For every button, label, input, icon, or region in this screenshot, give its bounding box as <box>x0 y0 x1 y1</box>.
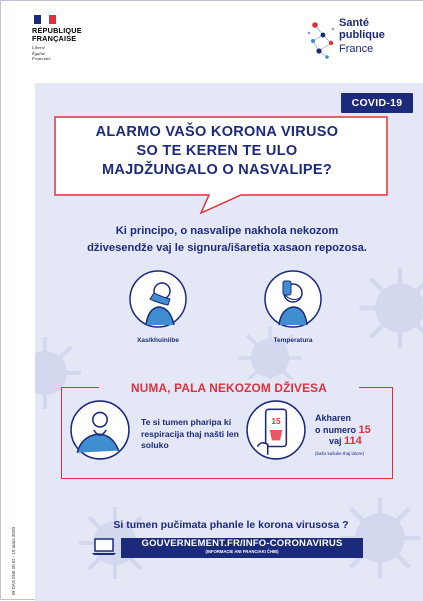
rf-motto: Liberté Égalité Fraternité <box>32 45 51 61</box>
emergency-number-114: 114 <box>344 435 362 447</box>
emergency-number-15: 15 <box>358 423 371 436</box>
side-reference: W-DAS 0N0 20 ID - 19 mars 2020 <box>11 527 16 595</box>
spf-name: Santé publique <box>339 17 385 41</box>
symptom-label-cough: Xas/khuiniibe <box>137 337 179 344</box>
info-url[interactable]: GOUVERNEMENT.FR/INFO-CORONAVIRUS <box>141 538 343 549</box>
rf-name: RÉPUBLIQUE FRANÇAISE <box>32 26 82 43</box>
headline-line-3: MAJDŽUNGALO O NASVALIPE? <box>101 162 333 178</box>
headline <box>47 123 387 180</box>
call-mid: o numero <box>315 424 357 435</box>
phone-call-icon <box>245 399 307 461</box>
spf-country: France <box>339 43 374 55</box>
call-prefix: Akharen <box>315 413 352 423</box>
intro-line-2: dživesendže vaj le signura/išaretia xasaon repozosa. <box>87 242 367 254</box>
cough-icon <box>128 269 188 329</box>
sante-publique-france-logo <box>305 15 405 65</box>
call-text <box>315 413 395 459</box>
footer-question: Si tumen pučimata phanle le korona virusosa ? <box>113 519 349 531</box>
french-flag-icon <box>34 15 56 24</box>
info-link-bar[interactable] <box>121 538 363 558</box>
breathing-text: Te si tumen pharipa ki respiracija thaj našti len soluko <box>141 417 239 450</box>
molecule-icon <box>305 15 339 65</box>
symptom-label-fever: Temperatura <box>273 337 313 344</box>
call-or: vaj <box>329 436 342 446</box>
virus-background-icon <box>355 263 423 353</box>
headline-line-2: SO TE KEREN TE ULO <box>136 143 298 159</box>
intro-text <box>41 223 413 257</box>
headline-line-1: ALARMO VAŠO KORONA VIRUSO <box>95 124 339 140</box>
republique-francaise-logo <box>32 15 92 62</box>
phone-digits: 15 <box>271 416 281 426</box>
info-url-note: (INFORMACIE ANI FRANCIAKI ČHIB) <box>205 549 279 554</box>
fever-icon <box>263 269 323 329</box>
intro-line-1: Ki principo, o nasvalipe nakhola nekozom <box>115 225 339 237</box>
laptop-icon <box>91 538 117 556</box>
breathing-difficulty-icon <box>69 399 131 461</box>
danger-title: NUMA, PALA NEKOZOM DŽIVESA <box>131 381 327 395</box>
covid-badge: COVID-19 <box>341 93 413 113</box>
poster-header <box>1 1 423 83</box>
danger-title-wrap <box>99 379 359 396</box>
call-note: (bašo kašuke thaj lalore) <box>315 450 365 456</box>
